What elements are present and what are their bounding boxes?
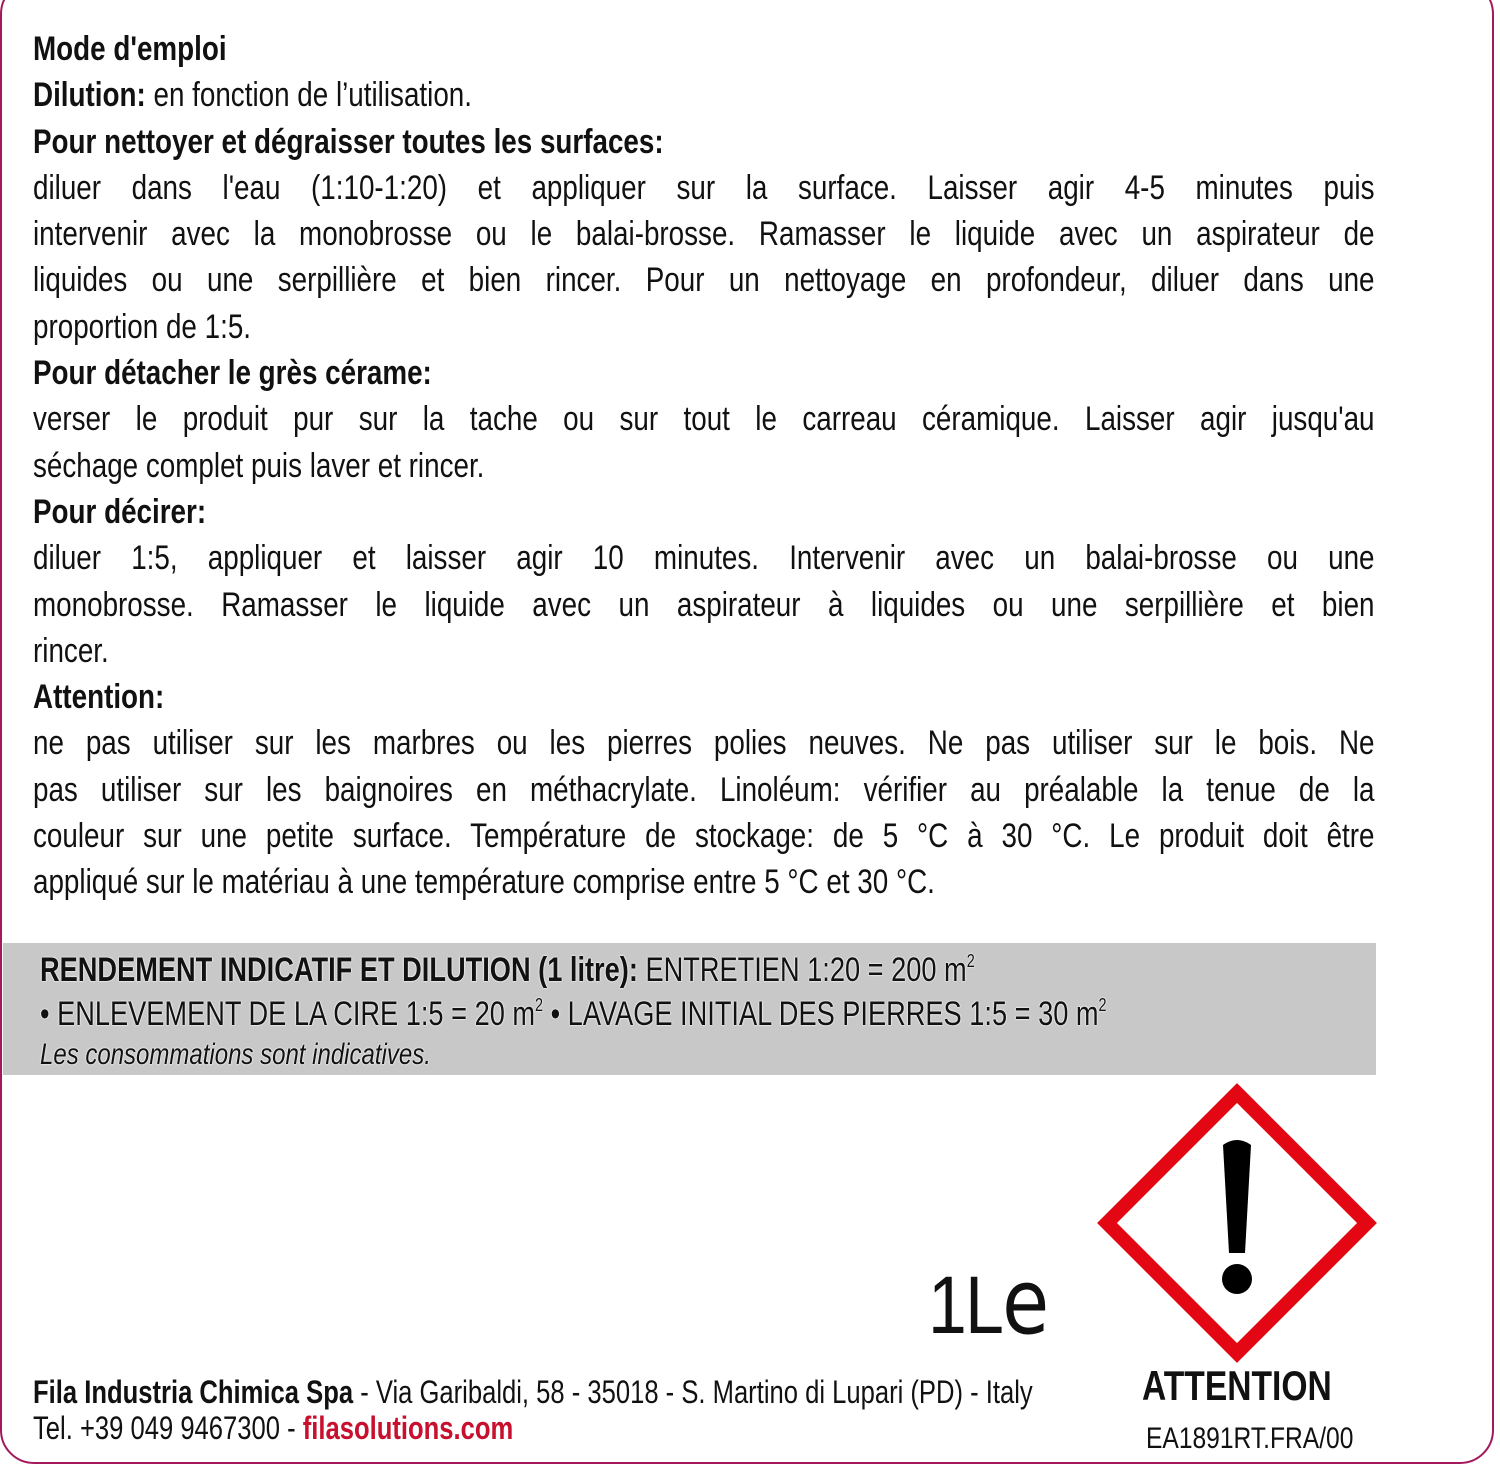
signal-word: ATTENTION (1142, 1362, 1332, 1409)
title-text: Mode d'emploi (33, 30, 227, 68)
product-code: EA1891RT.FRA/00 (1146, 1422, 1354, 1455)
footer (33, 1374, 1033, 1446)
yield-text (40, 948, 1352, 1074)
section-text-line: diluer 1:5, appliquer et laisser agir 10 minutes. Intervenir avec un balai-brosse ou une (33, 539, 1375, 578)
section-text-line: séchage complet puis laver et rincer. (33, 446, 485, 485)
section-text-line: verser le produit pur sur la tache ou sur tout le carreau céramique. Laisser agir jusqu'au (33, 400, 1375, 439)
title (33, 26, 1375, 72)
yield-label: RENDEMENT INDICATIF ET DILUTION (1 litre): (40, 951, 638, 989)
dilution-line (33, 72, 1375, 118)
section-heading-text: Attention: (33, 678, 165, 717)
hazard-exclamation-icon (1097, 1083, 1377, 1363)
dilution-text: en fonction de l’utilisation. (145, 76, 472, 115)
company-address: - Via Garibaldi, 58 - 35018 - S. Martino di Lupari (PD) - Italy (353, 1374, 1033, 1410)
section-text-line: pas utiliser sur les baignoires en méthacrylate. Linoléum: vérifier au préalable la tenue de la (33, 770, 1375, 809)
volume-value: 1L (928, 1260, 1003, 1351)
dilution-label: Dilution: (33, 76, 146, 115)
section-heading (33, 350, 1375, 396)
section-text-line: monobrosse. Ramasser le liquide avec un aspirateur à liquides ou une serpillière et bien (33, 585, 1375, 624)
section-heading-text: Pour décirer: (33, 492, 207, 531)
yield-item-stone: • LAVAGE INITIAL DES PIERRES 1:5 = 30 m (543, 995, 1099, 1033)
section-text-line: intervenir avec la monobrosse ou le balai-brosse. Ramasser le liquide avec un aspirateur de (33, 215, 1375, 254)
company-name: Fila Industria Chimica Spa (33, 1374, 354, 1410)
volume-mark (928, 1250, 1048, 1355)
sup: 2 (966, 951, 975, 971)
section-text-line: appliqué sur le matériau à une température comprise entre 5 °C et 30 °C. (33, 863, 935, 902)
yield-note: Les consommations sont indicatives. (40, 1038, 431, 1071)
section-text-line: rincer. (33, 631, 109, 670)
section-heading (33, 489, 1375, 535)
sup: 2 (535, 995, 544, 1015)
sup: 2 (1098, 995, 1107, 1015)
section-text-line: proportion de 1:5. (33, 307, 252, 346)
section-text-line: couleur sur une petite surface. Température de stockage: de 5 °C à 30 °C. Le produit doit être (33, 817, 1375, 856)
yield-item-maintenance: ENTRETIEN 1:20 = 200 m (637, 951, 967, 989)
section-text-line: liquides ou une serpillière et bien rincer. Pour un nettoyage en profondeur, diluer dans une (33, 261, 1375, 300)
section-heading-text: Pour détacher le grès cérame: (33, 354, 432, 393)
section-heading (33, 674, 1375, 720)
section-heading-text: Pour nettoyer et dégraisser toutes les surfaces: (33, 122, 664, 161)
yield-item-wax: • ENLEVEMENT DE LA CIRE 1:5 = 20 m (40, 995, 536, 1033)
section-text-line: diluer dans l'eau (1:10-1:20) et appliquer sur la surface. Laisser agir 4-5 minutes puis (33, 168, 1375, 207)
instructions (33, 26, 1375, 906)
estimated-e-mark: e (1002, 1250, 1048, 1355)
telephone: Tel. +39 049 9467300 - (33, 1410, 303, 1446)
section-text-line: ne pas utiliser sur les marbres ou les pierres polies neuves. Ne pas utiliser sur le bois. Ne (33, 724, 1375, 763)
section-heading (33, 119, 1375, 165)
website-link[interactable]: filasolutions.com (302, 1410, 514, 1446)
